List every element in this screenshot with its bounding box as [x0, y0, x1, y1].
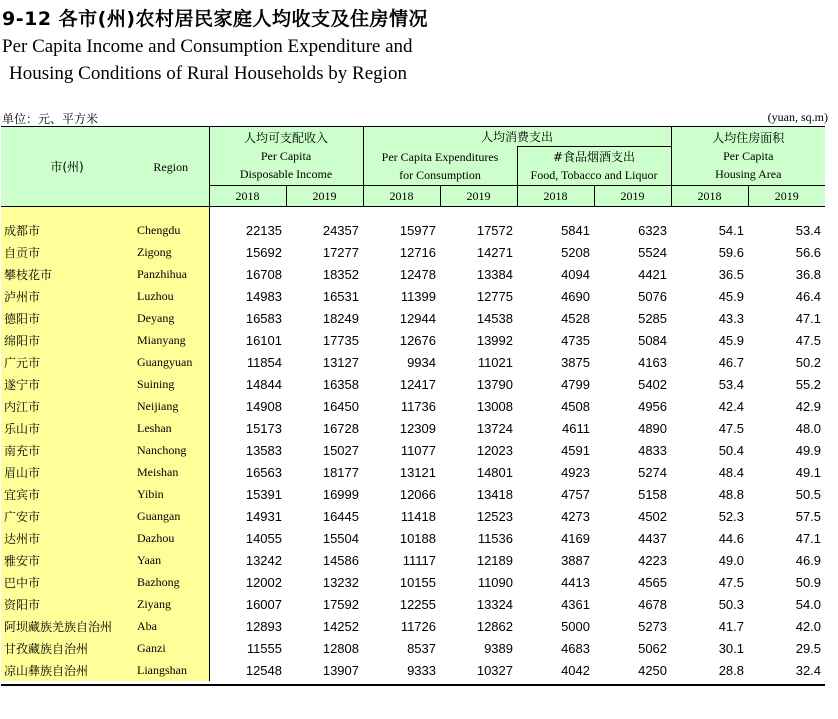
region-name-zh: 广安市 — [1, 505, 133, 527]
region-name-en: Panzhihua — [133, 263, 209, 285]
header-consumption-en2: for Consumption — [399, 167, 481, 182]
value-cell: 3887 — [561, 552, 590, 568]
value-cell: 17277 — [322, 244, 359, 260]
value-cell: 11555 — [246, 640, 282, 656]
value-cell: 13418 — [476, 486, 513, 502]
table-row — [1, 285, 825, 307]
region-name-en: Yaan — [133, 549, 209, 571]
value-cell: 17735 — [322, 332, 359, 348]
value-cell: 6323 — [638, 222, 668, 238]
value-cell: 4413 — [561, 574, 590, 590]
value-cell: 18249 — [322, 310, 359, 326]
value-cell: 11090 — [477, 574, 513, 590]
value-cell: 16007 — [245, 596, 282, 612]
value-cell: 9333 — [407, 662, 436, 678]
value-cell: 44.6 — [718, 530, 745, 546]
value-cell: 29.5 — [795, 640, 822, 656]
value-cell: 13127 — [322, 354, 359, 370]
value-cell: 54.1 — [718, 222, 745, 238]
value-cell: 47.1 — [795, 310, 822, 326]
value-cell: 4250 — [638, 662, 668, 678]
value-cell: 15692 — [245, 244, 282, 260]
value-cell: 12023 — [476, 442, 513, 458]
value-cell: 47.1 — [795, 530, 822, 546]
header-food-zh: #食品烟酒支出 — [552, 150, 636, 164]
header-consumption-en1: Per Capita Expenditures — [381, 149, 499, 164]
table-row — [1, 373, 825, 395]
value-cell: 15977 — [399, 222, 436, 238]
value-cell: 4094 — [561, 266, 590, 282]
value-cell: 12775 — [476, 288, 513, 304]
header-income-en1: Per Capita — [260, 149, 312, 163]
value-cell: 12309 — [399, 420, 436, 436]
value-cell: 11399 — [400, 288, 436, 304]
header-housing-zh: 人均住房面积 — [712, 131, 785, 145]
region-name-en: Neijiang — [133, 395, 209, 417]
region-name-zh: 遂宁市 — [1, 373, 133, 395]
table-row — [1, 549, 825, 571]
region-name-en: Leshan — [133, 417, 209, 439]
value-cell: 10188 — [399, 530, 436, 546]
value-cell: 48.8 — [718, 486, 745, 502]
region-name-zh: 攀枝花市 — [1, 263, 133, 285]
value-cell: 14908 — [245, 398, 282, 414]
value-cell: 4421 — [638, 266, 668, 282]
value-cell: 4611 — [562, 420, 590, 436]
header-year: 2019 — [748, 186, 825, 207]
value-cell: 52.3 — [718, 508, 745, 524]
value-cell: 5402 — [638, 376, 668, 392]
table-row — [1, 483, 825, 505]
value-cell: 4169 — [561, 530, 590, 546]
value-cell: 13790 — [476, 376, 513, 392]
region-name-zh: 阿坝藏族羌族自治州 — [1, 615, 133, 637]
header-region — [133, 127, 209, 207]
value-cell: 4591 — [561, 442, 590, 458]
bottom-rule — [1, 684, 825, 686]
region-name-en: Deyang — [133, 307, 209, 329]
value-cell: 18177 — [322, 464, 359, 480]
value-cell: 15027 — [322, 442, 359, 458]
value-cell: 4690 — [561, 288, 590, 304]
header-city — [1, 127, 133, 207]
header-region-label: Region — [153, 159, 189, 174]
value-cell: 16999 — [322, 486, 359, 502]
value-cell: 15504 — [322, 530, 359, 546]
value-cell: 16101 — [245, 332, 282, 348]
region-name-en: Chengdu — [133, 219, 209, 241]
value-cell: 4361 — [561, 596, 590, 612]
table-row — [1, 593, 825, 615]
header-year: 2018 — [209, 186, 286, 207]
value-cell: 42.9 — [795, 398, 822, 414]
value-cell: 14252 — [322, 618, 359, 634]
value-cell: 4833 — [638, 442, 668, 458]
header-income — [209, 127, 363, 186]
value-cell: 11536 — [477, 530, 513, 546]
table-row — [1, 241, 825, 263]
region-name-zh: 资阳市 — [1, 593, 133, 615]
region-name-zh: 眉山市 — [1, 461, 133, 483]
value-cell: 17592 — [322, 596, 359, 612]
value-cell: 13724 — [476, 420, 513, 436]
table-row — [1, 417, 825, 439]
table-row — [1, 571, 825, 593]
table-row — [1, 439, 825, 461]
table-row — [1, 461, 825, 483]
table-row — [1, 505, 825, 527]
region-name-en: Luzhou — [133, 285, 209, 307]
data-table — [1, 126, 825, 681]
value-cell: 46.9 — [795, 552, 822, 568]
value-cell: 41.7 — [718, 618, 745, 634]
value-cell: 50.3 — [718, 596, 745, 612]
region-name-en: Guangan — [133, 505, 209, 527]
header-income-en2: Disposable Income — [239, 167, 333, 181]
value-cell: 11418 — [400, 508, 436, 524]
value-cell: 50.4 — [718, 442, 745, 458]
value-cell: 16531 — [322, 288, 359, 304]
region-name-zh: 成都市 — [1, 219, 133, 241]
value-cell: 4163 — [638, 354, 668, 370]
value-cell: 12944 — [399, 310, 436, 326]
value-cell: 16708 — [245, 266, 282, 282]
value-cell: 5524 — [638, 244, 668, 260]
value-cell: 46.7 — [718, 354, 745, 370]
table-row — [1, 307, 825, 329]
value-cell: 12862 — [476, 618, 513, 634]
header-housing-en1: Per Capita — [723, 149, 774, 163]
value-cell: 12523 — [476, 508, 513, 524]
header-year: 2018 — [517, 186, 594, 207]
value-cell: 32.4 — [795, 662, 822, 678]
value-cell: 47.5 — [795, 332, 822, 348]
table-row — [1, 263, 825, 285]
value-cell: 47.5 — [718, 574, 745, 590]
region-name-en: Zigong — [133, 241, 209, 263]
unit-label-en: (yuan, sq.m) — [767, 110, 828, 124]
region-name-zh: 巴中市 — [1, 571, 133, 593]
value-cell: 11726 — [400, 618, 436, 634]
region-name-en: Aba — [133, 615, 209, 637]
value-cell: 12548 — [245, 662, 282, 678]
value-cell: 50.9 — [795, 574, 822, 590]
region-name-zh: 绵阳市 — [1, 329, 133, 351]
value-cell: 13384 — [476, 266, 513, 282]
value-cell: 4890 — [638, 420, 668, 436]
table-title-en-line2: Housing Conditions of Rural Households by Region — [9, 63, 407, 84]
table-row — [1, 659, 825, 681]
value-cell: 4223 — [638, 552, 668, 568]
value-cell: 16450 — [322, 398, 359, 414]
value-cell: 24357 — [322, 222, 359, 238]
value-cell: 56.6 — [795, 244, 822, 260]
value-cell: 14844 — [245, 376, 282, 392]
value-cell: 5062 — [638, 640, 668, 656]
value-cell: 5208 — [561, 244, 590, 260]
header-year: 2019 — [440, 186, 517, 207]
region-name-zh: 广元市 — [1, 351, 133, 373]
value-cell: 49.9 — [795, 442, 822, 458]
value-cell: 53.4 — [795, 222, 822, 238]
region-name-en: Meishan — [133, 461, 209, 483]
value-cell: 5841 — [561, 222, 590, 238]
value-cell: 4508 — [561, 398, 590, 414]
value-cell: 13242 — [245, 552, 282, 568]
value-cell: 13232 — [322, 574, 359, 590]
value-cell: 46.4 — [795, 288, 822, 304]
unit-label-zh: 单位：元、平方米 — [2, 112, 99, 126]
region-name-zh: 凉山彝族自治州 — [1, 659, 133, 681]
value-cell: 14983 — [245, 288, 282, 304]
value-cell: 8537 — [407, 640, 436, 656]
table-row — [1, 637, 825, 659]
value-cell: 30.1 — [718, 640, 745, 656]
value-cell: 36.8 — [795, 266, 822, 282]
value-cell: 45.9 — [718, 288, 745, 304]
value-cell: 4757 — [561, 486, 590, 502]
value-cell: 4042 — [561, 662, 590, 678]
value-cell: 11117 — [402, 552, 436, 568]
region-name-zh: 泸州市 — [1, 285, 133, 307]
value-cell: 18352 — [322, 266, 359, 282]
value-cell: 15391 — [245, 486, 282, 502]
value-cell: 9934 — [407, 354, 436, 370]
value-cell: 5076 — [638, 288, 668, 304]
table-row — [1, 395, 825, 417]
value-cell: 4437 — [638, 530, 668, 546]
value-cell: 12676 — [399, 332, 436, 348]
region-name-en: Bazhong — [133, 571, 209, 593]
value-cell: 12189 — [476, 552, 513, 568]
value-cell: 10155 — [399, 574, 436, 590]
header-consumption-zh — [363, 127, 671, 147]
region-name-zh: 自贡市 — [1, 241, 133, 263]
value-cell: 4735 — [561, 332, 590, 348]
region-name-en: Guangyuan — [133, 351, 209, 373]
value-cell: 11854 — [246, 354, 282, 370]
header-year: 2018 — [671, 186, 748, 207]
value-cell: 12255 — [399, 596, 436, 612]
value-cell: 11077 — [400, 442, 436, 458]
region-name-en: Mianyang — [133, 329, 209, 351]
header-income-zh: 人均可支配收入 — [243, 131, 328, 145]
value-cell: 13121 — [399, 464, 436, 480]
value-cell: 49.0 — [718, 552, 745, 568]
value-cell: 14271 — [476, 244, 513, 260]
value-cell: 42.4 — [718, 398, 745, 414]
value-cell: 55.2 — [795, 376, 822, 392]
value-cell: 5158 — [638, 486, 668, 502]
value-cell: 11736 — [400, 398, 436, 414]
table-row — [1, 527, 825, 549]
table-row — [1, 329, 825, 351]
table-title-en-line1: Per Capita Income and Consumption Expenditure and — [2, 36, 413, 57]
value-cell: 12478 — [399, 266, 436, 282]
table-row — [1, 351, 825, 373]
table-header — [1, 127, 825, 207]
value-cell: 50.2 — [795, 354, 822, 370]
value-cell: 4678 — [638, 596, 668, 612]
value-cell: 4273 — [561, 508, 590, 524]
value-cell: 14538 — [476, 310, 513, 326]
value-cell: 5084 — [638, 332, 668, 348]
value-cell: 28.8 — [718, 662, 745, 678]
value-cell: 12808 — [322, 640, 359, 656]
value-cell: 9389 — [484, 640, 513, 656]
value-cell: 5000 — [561, 618, 590, 634]
value-cell: 4528 — [561, 310, 590, 326]
table-title-zh: 9-12 各市(州)农村居民家庭人均收支及住房情况 — [2, 8, 429, 30]
value-cell: 5285 — [638, 310, 668, 326]
value-cell: 13008 — [476, 398, 513, 414]
value-cell: 54.0 — [795, 596, 822, 612]
region-name-zh: 南充市 — [1, 439, 133, 461]
spacer-row — [1, 207, 825, 220]
value-cell: 42.0 — [795, 618, 822, 634]
header-food-en: Food, Tobacco and Liquor — [530, 168, 658, 182]
region-name-en: Ziyang — [133, 593, 209, 615]
value-cell: 49.1 — [795, 464, 822, 480]
table-body — [1, 207, 825, 682]
value-cell: 10327 — [476, 662, 513, 678]
value-cell: 5273 — [638, 618, 668, 634]
header-city-label: 市(州) — [50, 159, 84, 174]
value-cell: 3875 — [561, 354, 590, 370]
value-cell: 16728 — [322, 420, 359, 436]
region-name-en: Liangshan — [133, 659, 209, 681]
value-cell: 15173 — [245, 420, 282, 436]
region-name-en: Nanchong — [133, 439, 209, 461]
header-year: 2018 — [363, 186, 440, 207]
value-cell: 5274 — [638, 464, 668, 480]
value-cell: 12893 — [245, 618, 282, 634]
value-cell: 16358 — [322, 376, 359, 392]
value-cell: 14586 — [322, 552, 359, 568]
table-row — [1, 615, 825, 637]
region-name-zh: 宜宾市 — [1, 483, 133, 505]
value-cell: 17572 — [476, 222, 513, 238]
value-cell: 12002 — [245, 574, 282, 590]
value-cell: 45.9 — [718, 332, 745, 348]
value-cell: 12417 — [399, 376, 436, 392]
region-name-zh: 乐山市 — [1, 417, 133, 439]
value-cell: 12716 — [399, 244, 436, 260]
value-cell: 13583 — [245, 442, 282, 458]
value-cell: 13324 — [476, 596, 513, 612]
region-name-zh: 达州市 — [1, 527, 133, 549]
value-cell: 16583 — [245, 310, 282, 326]
value-cell: 14801 — [476, 464, 513, 480]
value-cell: 14931 — [245, 508, 282, 524]
value-cell: 48.0 — [795, 420, 822, 436]
region-name-en: Yibin — [133, 483, 209, 505]
value-cell: 22135 — [245, 222, 282, 238]
value-cell: 50.5 — [795, 486, 822, 502]
value-cell: 12066 — [399, 486, 436, 502]
value-cell: 59.6 — [718, 244, 745, 260]
value-cell: 16563 — [245, 464, 282, 480]
value-cell: 57.5 — [795, 508, 822, 524]
value-cell: 13907 — [322, 662, 359, 678]
value-cell: 4683 — [561, 640, 590, 656]
region-name-zh: 雅安市 — [1, 549, 133, 571]
region-name-zh: 甘孜藏族自治州 — [1, 637, 133, 659]
value-cell: 14055 — [245, 530, 282, 546]
region-name-en: Dazhou — [133, 527, 209, 549]
value-cell: 53.4 — [718, 376, 745, 392]
header-housing — [671, 127, 825, 186]
header-consumption-en — [363, 147, 517, 186]
region-name-zh: 德阳市 — [1, 307, 133, 329]
header-housing-en2: Housing Area — [715, 167, 782, 181]
value-cell: 4565 — [638, 574, 668, 590]
region-name-zh: 内江市 — [1, 395, 133, 417]
value-cell: 13992 — [476, 332, 513, 348]
value-cell: 43.3 — [718, 310, 745, 326]
header-food — [517, 147, 671, 186]
region-name-en: Suining — [133, 373, 209, 395]
value-cell: 4923 — [561, 464, 590, 480]
value-cell: 11021 — [477, 354, 513, 370]
table-row — [1, 219, 825, 241]
value-cell: 36.5 — [718, 266, 745, 282]
region-name-en: Ganzi — [133, 637, 209, 659]
value-cell: 4956 — [638, 398, 668, 414]
value-cell: 16445 — [322, 508, 359, 524]
header-year: 2019 — [286, 186, 363, 207]
value-cell: 48.4 — [718, 464, 745, 480]
value-cell: 4502 — [638, 508, 668, 524]
header-consumption-zh-label: 人均消费支出 — [481, 129, 554, 144]
header-year: 2019 — [594, 186, 671, 207]
value-cell: 4799 — [561, 376, 590, 392]
value-cell: 47.5 — [718, 420, 745, 436]
